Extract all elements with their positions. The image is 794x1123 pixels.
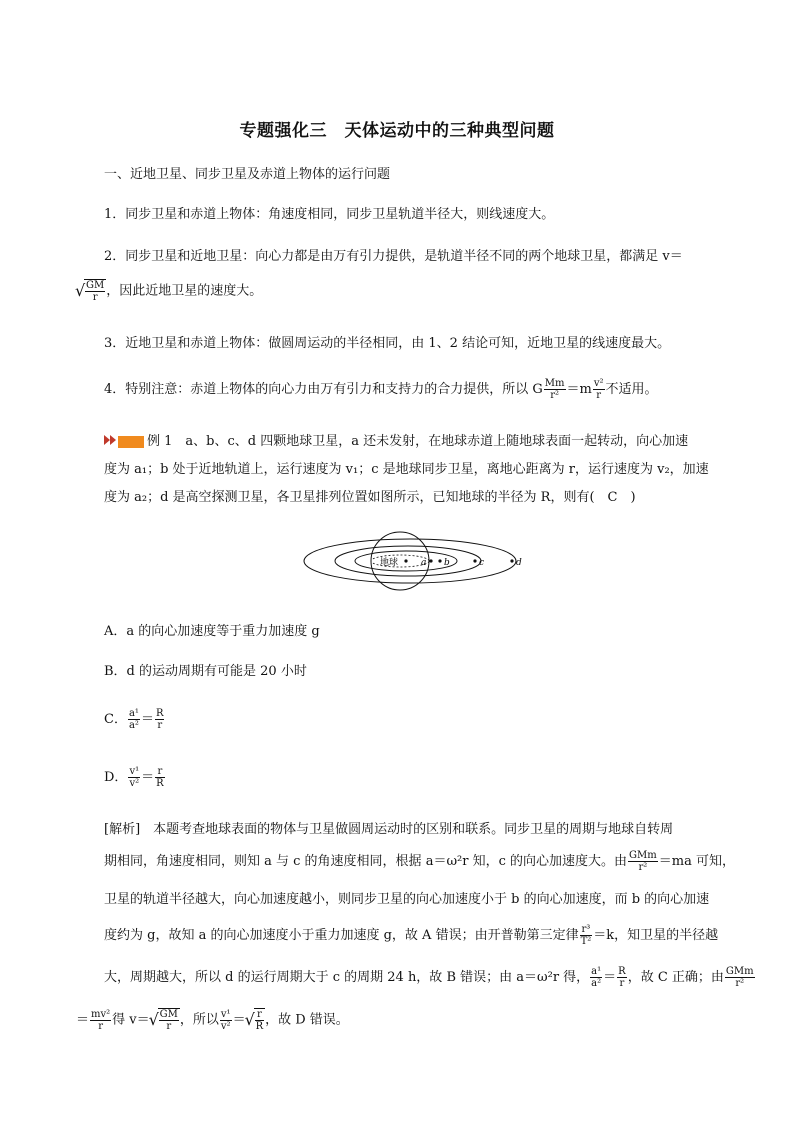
- frac-den: r²: [550, 390, 560, 401]
- point-b-marker: [438, 559, 441, 562]
- point-a-marker: [429, 559, 432, 562]
- analysis-line-1: [解析] 本题考查地球表面的物体与卫星做圆周运动时的区别和联系。同步卫星的周期与地球自转周: [104, 822, 674, 837]
- fraction-v2-r: [593, 378, 605, 401]
- page-title: 专题强化三 天体运动中的三种典型问题: [239, 121, 555, 141]
- equals-m: ＝m: [566, 382, 592, 397]
- label-a: a: [421, 558, 427, 568]
- sqrt-gm-over-r: [150, 1008, 180, 1032]
- frac-den: r: [92, 292, 98, 303]
- frac-den: r²: [735, 978, 745, 989]
- orbit-diagram: [300, 530, 530, 596]
- frac-den: R: [255, 1021, 264, 1032]
- frac-num: r³: [581, 924, 591, 935]
- frac-num: GMm: [629, 850, 657, 861]
- frac-den: T²: [580, 936, 592, 947]
- point-4-text-b: 不适用。: [605, 382, 658, 397]
- fraction-a1-a2: [590, 966, 602, 989]
- label-c: c: [479, 558, 485, 568]
- frac-den: r: [619, 978, 625, 989]
- sqrt-gm-over-r: [76, 279, 106, 303]
- point-marker: [404, 559, 407, 562]
- label-d: d: [516, 558, 522, 568]
- frac-num: v¹: [129, 766, 140, 777]
- point-c-marker: [473, 559, 476, 562]
- option-b: B．d 的运动周期有可能是 20 小时: [104, 664, 307, 679]
- option-a: A．a 的向心加速度等于重力加速度 g: [104, 624, 320, 639]
- point-2-text-a: 2．同步卫星和近地卫星：向心力都是由万有引力提供，是轨道半径不同的两个地球卫星，都满足 v＝: [104, 249, 683, 264]
- fraction-r3-t2: [580, 924, 593, 947]
- analysis-text: ＝ma 可知，: [658, 854, 735, 869]
- frac-den: a²: [591, 978, 602, 989]
- fraction-r-over-r: [155, 708, 165, 731]
- example-line-2: 度为 a₁；b 处于近地轨道上，运行速度为 v₁；c 是地球同步卫星，离地心距离为 r，运行速度为 v₂，加速: [104, 462, 709, 477]
- frac-num: R: [155, 708, 164, 719]
- point-2-cont: [76, 279, 262, 303]
- fraction-r-over-R: [155, 766, 165, 789]
- frac-num: a¹: [591, 966, 602, 977]
- option-d: [104, 766, 166, 789]
- frac-den: v²: [220, 1020, 231, 1032]
- analysis-line-3: 卫星的轨道半径越大，向心加速度越小，则同步卫星的向心加速度小于 b 的向心加速度，而 b 的向心加速: [104, 892, 710, 907]
- sqrt-r-over-R: [246, 1008, 266, 1032]
- fraction-r-over-r: [617, 966, 627, 989]
- orbit-c: [335, 546, 481, 576]
- example-marker-icon: [104, 434, 118, 449]
- point-2-text-b: ，因此近地卫星的速度大。: [106, 283, 263, 299]
- example-tag-icon: [118, 436, 144, 448]
- analysis-text: ，故 D 错误。: [265, 1012, 349, 1028]
- frac-den: r: [98, 1020, 103, 1032]
- frac-den: r: [157, 720, 163, 731]
- analysis-text: 期相同，角速度相同，则知 a 与 c 的角速度相同，根据 a＝ω²r 知，c 的向心加速度大。由: [104, 854, 628, 869]
- equals-sign: ＝: [140, 712, 154, 727]
- frac-num: GMm: [725, 966, 754, 977]
- fraction-gmm-r2: [628, 850, 658, 873]
- frac-num: v²: [593, 378, 604, 389]
- label-b: b: [444, 558, 450, 568]
- analysis-text: 得 v＝: [112, 1012, 150, 1028]
- frac-den: r: [596, 390, 602, 401]
- option-d-prefix: D．: [104, 770, 128, 785]
- fraction-v1-v2: [128, 766, 140, 789]
- analysis-line-2: [104, 850, 735, 873]
- point-4-text-a: 4．特别注意：赤道上物体的向心力由万有引力和支持力的合力提供，所以 G: [104, 382, 543, 397]
- earth-label: 地球: [380, 558, 399, 568]
- frac-den: R: [156, 778, 164, 789]
- fraction-mv2-r: [90, 1009, 111, 1032]
- analysis-text: 度约为 g，故知 a 的向心加速度小于重力加速度 g，故 A 错误；由开普勒第三定律: [104, 928, 579, 943]
- frac-num: a¹: [128, 708, 139, 719]
- option-c-prefix: C．: [104, 712, 127, 727]
- frac-num: √ GM: [86, 280, 105, 291]
- frac-num: Mm: [544, 378, 565, 389]
- analysis-line-6: [76, 1008, 349, 1032]
- frac-num: v¹: [220, 1008, 231, 1020]
- example-line-3: 度为 a₂；d 是高空探测卫星，各卫星排列位置如图所示，已知地球的半径为 R，则有( C ): [104, 490, 636, 505]
- analysis-text: ＝k，知卫星的半径越: [593, 928, 719, 943]
- equals-sign: ＝: [76, 1012, 90, 1028]
- analysis-line-4: [104, 924, 718, 947]
- fraction-gmm-r2: [725, 966, 755, 989]
- example-line-1: [104, 432, 688, 452]
- frac-num: r: [155, 766, 165, 778]
- frac-num: √ r: [255, 1009, 265, 1021]
- section-heading-1: 一、近地卫星、同步卫星及赤道上物体的运行问题: [104, 167, 391, 182]
- equals-sign: ＝: [141, 770, 155, 785]
- option-c: [104, 708, 165, 731]
- analysis-text: ，故 C 正确；由: [627, 970, 724, 985]
- frac-den: v²: [129, 778, 140, 789]
- frac-den: r: [166, 1021, 172, 1032]
- frac-num: R: [618, 966, 626, 977]
- analysis-text: ，所以: [179, 1012, 219, 1028]
- fraction-a1-a2: [128, 708, 140, 731]
- fraction-v1-v2: [220, 1009, 232, 1032]
- analysis-line-5: [104, 966, 756, 989]
- frac-den: r²: [638, 862, 648, 873]
- point-2: [104, 247, 683, 267]
- frac-num: mv²: [91, 1008, 111, 1020]
- point-d-marker: [510, 559, 513, 562]
- fraction-mm-r2: [544, 378, 566, 401]
- equals-sign: ＝: [232, 1012, 246, 1028]
- frac-num: √ GM: [159, 1009, 178, 1020]
- equals-sign: ＝: [603, 970, 617, 985]
- point-3: 3．近地卫星和赤道上物体：做圆周运动的半径相同，由 1、2 结论可知，近地卫星的线速度最大。: [104, 336, 671, 351]
- frac-den: a²: [128, 720, 139, 731]
- point-4: [104, 378, 658, 401]
- example-text-1: 例 1 a、b、c、d 四颗地球卫星，a 还未发射，在地球赤道上随地球表面一起转动，向心加速: [147, 434, 689, 449]
- analysis-text: 大，周期越大，所以 d 的运行周期大于 c 的周期 24 h，故 B 错误；由 a＝ω²r 得，: [104, 970, 590, 985]
- point-1: 1．同步卫星和赤道上物体：角速度相同，同步卫星轨道半径大，则线速度大。: [104, 207, 555, 222]
